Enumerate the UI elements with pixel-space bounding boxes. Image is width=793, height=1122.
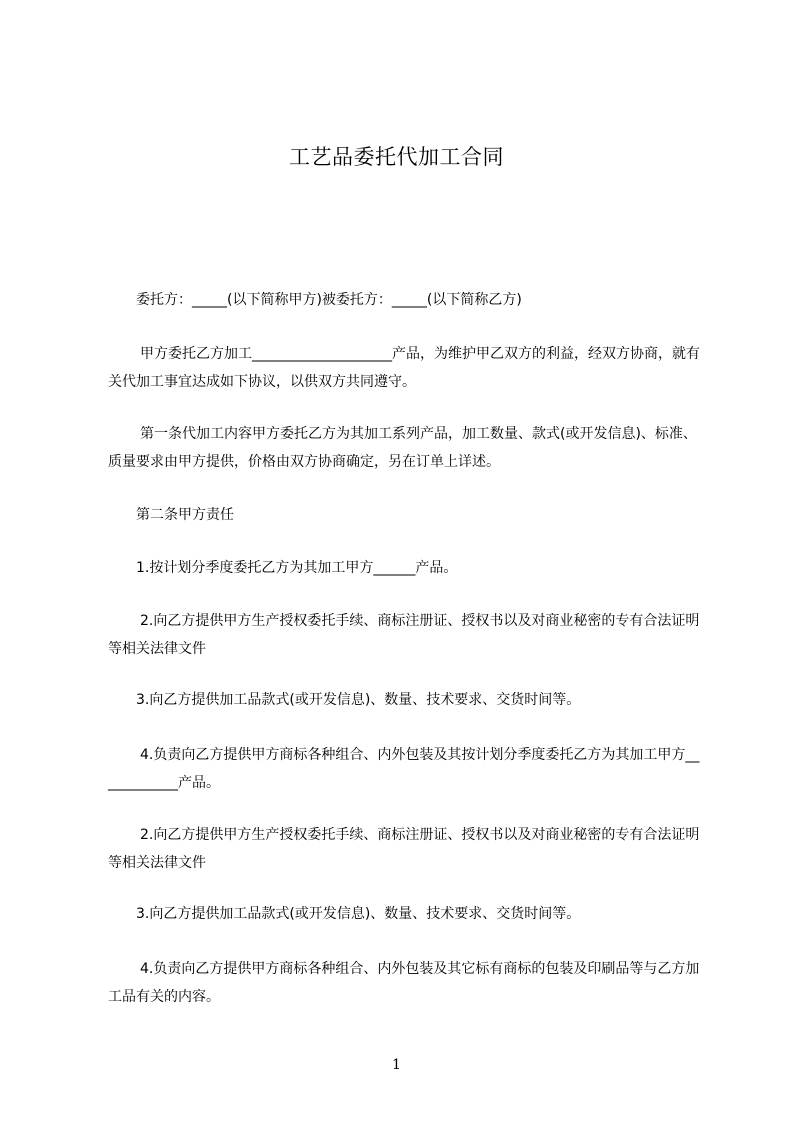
paragraph-item-1: 1.按计划分季度委托乙方为其加工甲方______产品。 xyxy=(136,560,458,576)
paragraph-item-4: 4.负责向乙方提供甲方商标各种组合、内外包装及其按计划分季度委托乙方为其加工甲方____________产品。 xyxy=(108,747,700,791)
paragraph-item-2: 2.向乙方提供甲方生产授权委托手续、商标注册证、授权书以及对商业秘密的专有合法证明等相关法律文件 xyxy=(108,613,700,657)
paragraph-item-3: 3.向乙方提供加工品款式(或开发信息)、数量、技术要求、交货时间等。 xyxy=(136,692,581,708)
paragraph-article-1: 第一条代加工内容甲方委托乙方为其加工系列产品，加工数量、款式(或开发信息)、标准、质量要求由甲方提供，价格由双方协商确定，另在订单上详述。 xyxy=(108,426,697,470)
paragraph-preamble: 甲方委托乙方加工____________________产品，为维护甲乙双方的利益，经双方协商，就有关代加工事宜达成如下协议，以供双方共同遵守。 xyxy=(108,346,700,390)
paragraph-item-2-repeat: 2.向乙方提供甲方生产授权委托手续、商标注册证、授权书以及对商业秘密的专有合法证明等相关法律文件 xyxy=(108,827,700,871)
paragraph-item-4-repeat: 4.负责向乙方提供甲方商标各种组合、内外包装及其它标有商标的包装及印刷品等与乙方加工品有关的内容。 xyxy=(108,961,700,1005)
paragraph-parties: 委托方：_____(以下简称甲方)被委托方：_____(以下简称乙方) xyxy=(136,292,522,308)
paragraph-item-3-repeat: 3.向乙方提供加工品款式(或开发信息)、数量、技术要求、交货时间等。 xyxy=(136,906,581,922)
document-title: 工艺品委托代加工合同 xyxy=(289,145,504,169)
page-number: 1 xyxy=(392,1057,401,1073)
paragraph-article-2-heading: 第二条甲方责任 xyxy=(136,507,234,523)
